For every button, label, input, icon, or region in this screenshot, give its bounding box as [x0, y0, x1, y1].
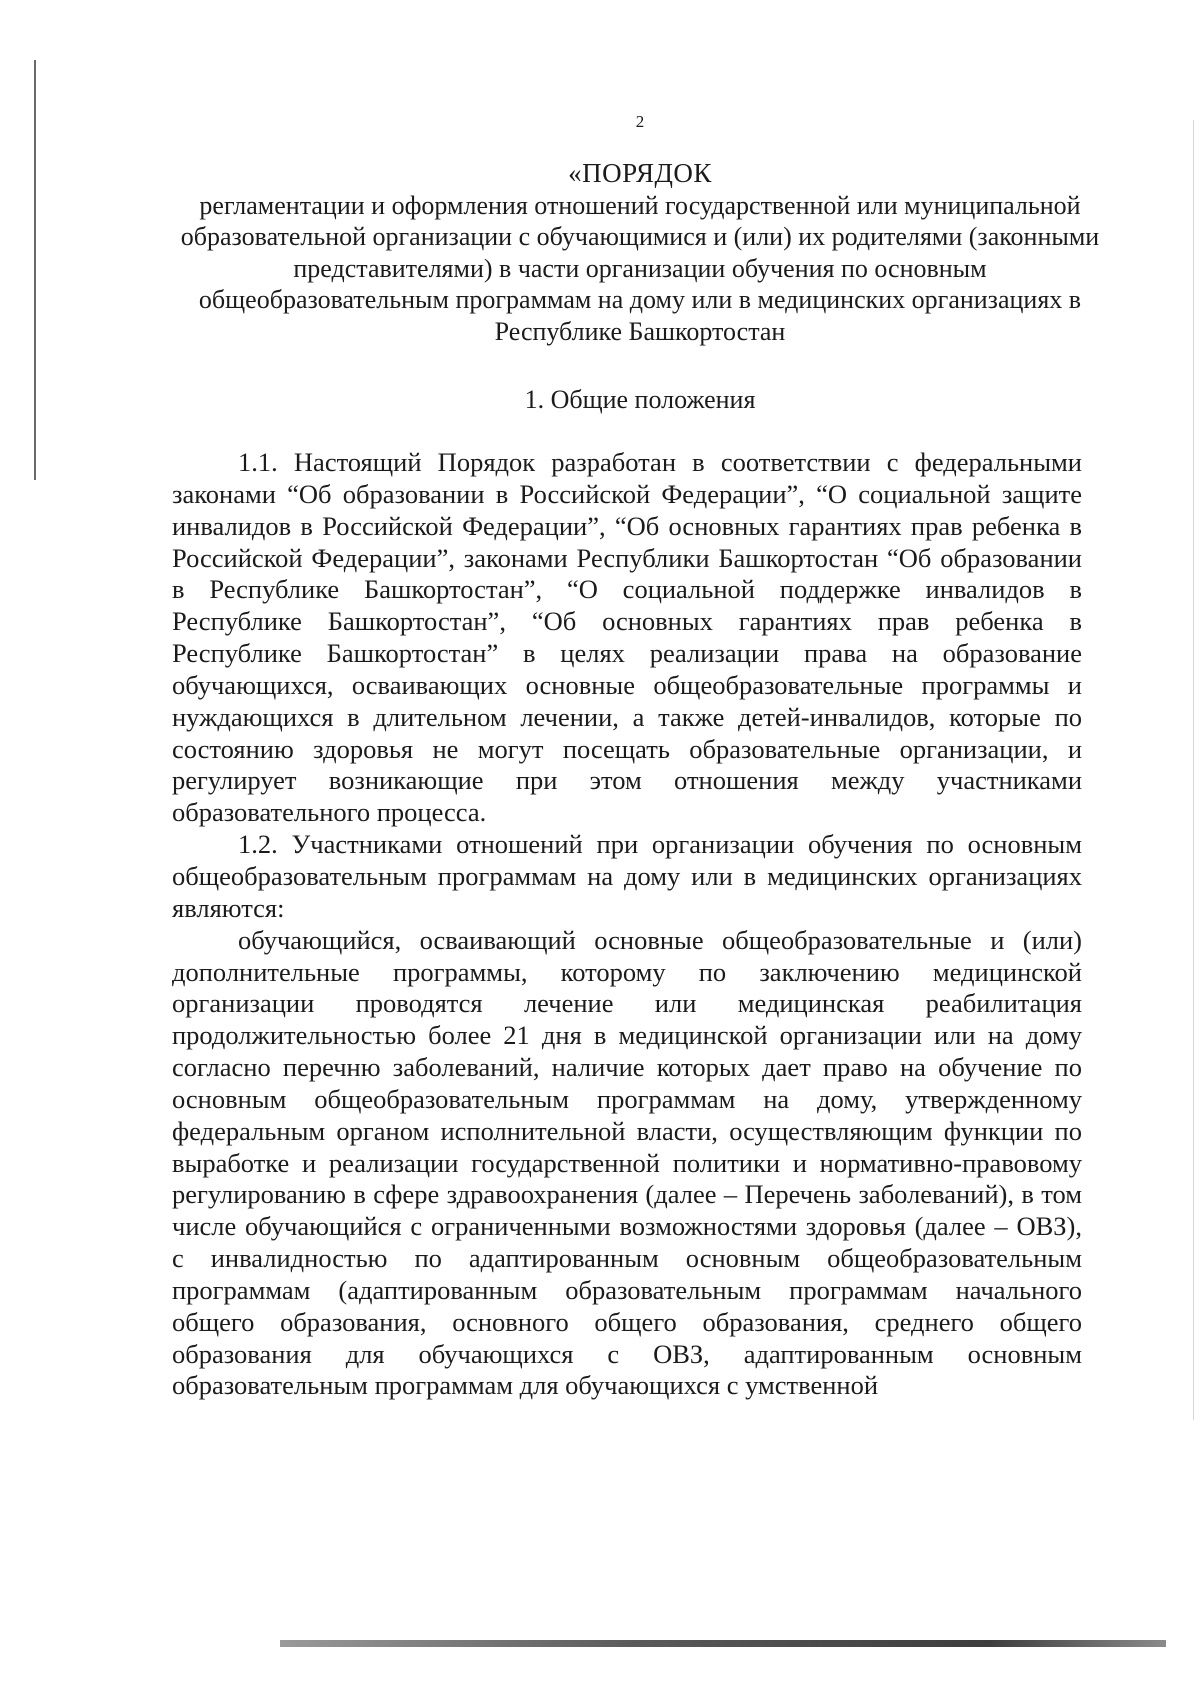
document-title: [170, 158, 1110, 348]
scan-edge-bottom: [280, 1640, 1166, 1647]
paragraph-1-1: 1.1. Настоящий Порядок разработан в соответствии с федеральными законами “Об образовании в Российской Федерации”, “О социальной защите инвалидов в Российской Федерации”, “Об основных гарантиях прав ребенка в Российской Федерации”, законами Республики Башкортостан “Об образовании в Республике Башкортостан”, “О социальной поддержке инвалидов в Республике Башкортостан”, “Об основных гарантиях прав ребенка в Республике Башкортостан” в целях реализации права на образование обучающихся, осваивающих основные общеобразовательные программы и нуждающихся в длительном лечении, а также детей-инвалидов, которые по состоянию здоровья не могут посещать образовательные организации, и регулирует возникающие при этом отношения между участниками образовательного процесса.: [172, 447, 1082, 828]
document-body: [172, 447, 1082, 1402]
paragraph-1-2: 1.2. Участниками отношений при организации обучения по основным общеобразовательным программам на дому или в медицинских организациях являются:: [172, 829, 1082, 923]
paragraph-participant: обучающийся, осваивающий основные общеобразовательные и (или) дополнительные программы, которому по заключению медицинской организации проводятся лечение или медицинская реабилитация продолжительностью более 21 дня в медицинской организации или на дому согласно перечню заболеваний, наличие которых дает право на обучение по основным общеобразовательным программам на дому, утвержденному федеральным органом исполнительной власти, осуществляющим функции по выработке и реализации государственной политики и нормативно-правовому регулированию в сфере здравоохранения (далее – Перечень заболеваний), в том числе обучающийся с ограниченными возможностями здоровья (далее – ОВЗ), с инвалидностью по адаптированным основным общеобразовательным программам (адаптированным образовательным программам начального общего образования, основного общего образования, среднего общего образования для обучающихся с ОВЗ, адаптированным основным образовательным программам для обучающихся с умственной: [172, 924, 1082, 1401]
page-number: 2: [635, 112, 645, 131]
title-main: «ПОРЯДОК: [568, 158, 712, 188]
section-heading: 1. Общие положения: [524, 385, 756, 414]
scan-edge-right: [1193, 120, 1194, 1420]
title-subtitle: регламентации и оформления отношений государственной или муниципальной образовательной организации с обучающимися и (или) их родителями (законными представителями) в части организации обучения по основным общеобразовательным программам на дому или в медицинских организациях в Республике Башкортостан: [180, 190, 1100, 346]
